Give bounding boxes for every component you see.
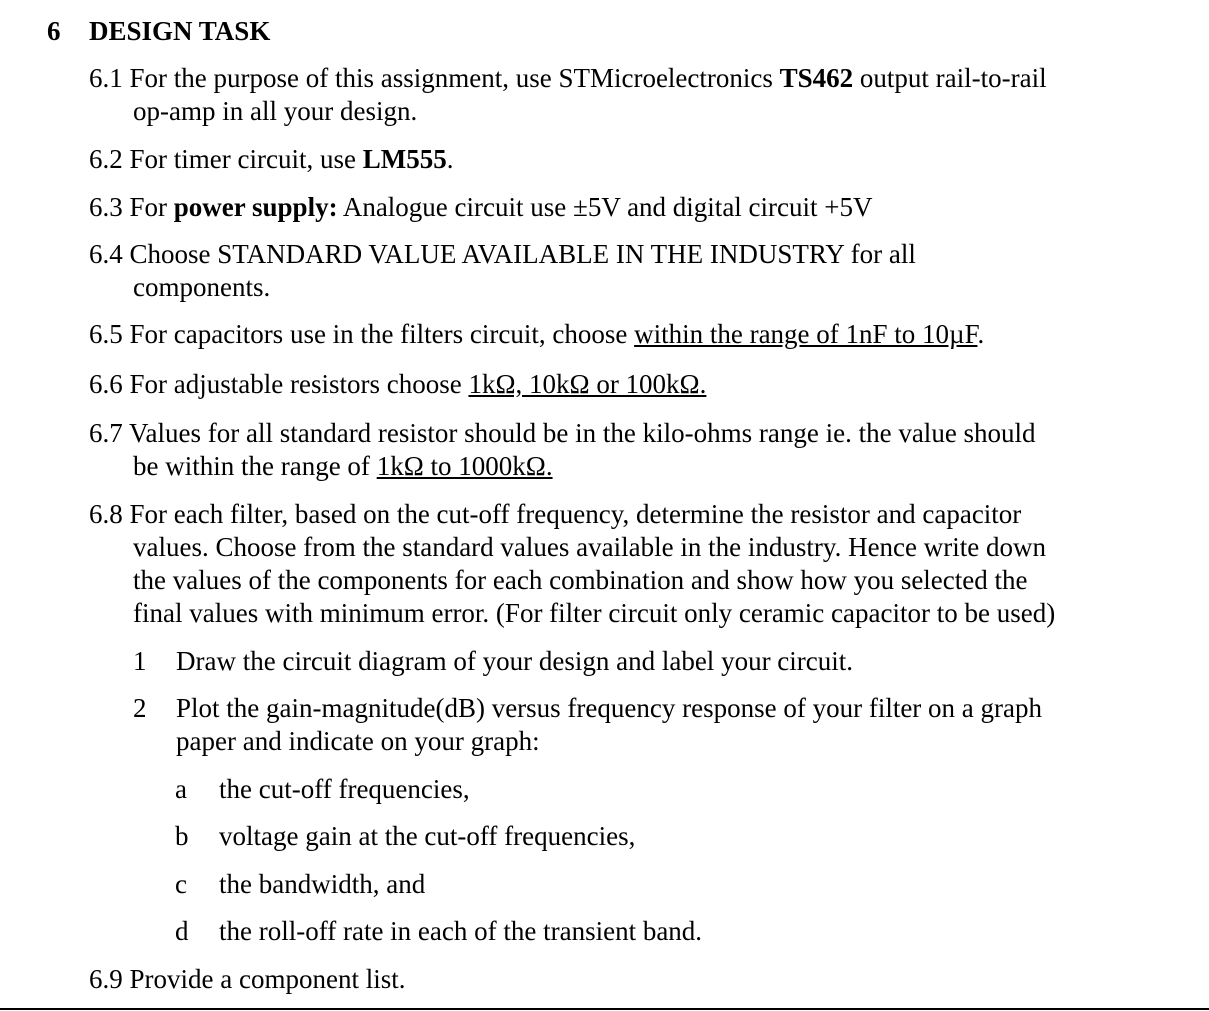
- item-6-8-line3: the values of the components for each combination and show how you selected the: [133, 565, 1028, 595]
- item-6-5-text-a: 6.5 For capacitors use in the filters circuit, choose: [89, 319, 635, 349]
- section-title: DESIGN TASK: [89, 16, 271, 46]
- subitem-d-letter: d: [175, 916, 189, 946]
- subitem-1: [133, 645, 853, 678]
- subitem-b-letter: b: [175, 821, 189, 851]
- item-6-1-text-d: op-amp in all your design.: [133, 96, 418, 126]
- item-6-7: [89, 417, 1036, 483]
- item-6-1-text-c: output rail-to-rail: [853, 63, 1047, 93]
- section-number: 6: [47, 16, 61, 46]
- item-6-7-text-b: be within the range of: [133, 451, 377, 481]
- item-6-8-line1: 6.8 For each filter, based on the cut-off frequency, determine the resistor and capacitor: [89, 499, 1022, 529]
- subitem-2: [133, 692, 1042, 758]
- item-6-7-resistor-range: 1kΩ to 1000kΩ.: [376, 451, 553, 481]
- subitem-2-line1: Plot the gain-magnitude(dB) versus frequency response of your filter on a graph: [176, 693, 1043, 723]
- item-6-1: [89, 62, 1047, 128]
- item-6-2: [89, 143, 453, 176]
- subitem-1-number: 1: [133, 646, 147, 676]
- item-6-6-text-a: 6.6 For adjustable resistors choose: [89, 369, 469, 399]
- subitem-b-text: voltage gain at the cut-off frequencies,: [219, 821, 636, 851]
- subitem-1-text: Draw the circuit diagram of your design and label your circuit.: [176, 646, 854, 676]
- item-6-4-text-b: components.: [133, 272, 271, 302]
- item-6-2-text-a: 6.2 For timer circuit, use: [89, 144, 363, 174]
- item-6-7-text-a: 6.7 Values for all standard resistor should be in the kilo-ohms range ie. the value should: [89, 418, 1036, 448]
- item-6-1-text-a: 6.1 For the purpose of this assignment, use STMicroelectronics: [89, 63, 780, 93]
- item-6-1-opamp-model: TS462: [779, 63, 854, 93]
- subitem-c-text: the bandwidth, and: [219, 869, 426, 899]
- subitem-2-number: 2: [133, 693, 147, 723]
- item-6-3-text-c: Analogue circuit use ±5V and digital circuit +5V: [337, 192, 873, 222]
- item-6-8-line2: values. Choose from the standard values available in the industry. Hence write down: [133, 532, 1046, 562]
- bottom-rule: [0, 1008, 1209, 1010]
- subitem-c-letter: c: [175, 869, 187, 899]
- subitem-a-text: the cut-off frequencies,: [219, 774, 470, 804]
- item-6-7-line2: [89, 450, 1036, 483]
- item-6-6-resistor-values: 1kΩ, 10kΩ or 100kΩ.: [468, 369, 707, 399]
- item-6-8-line4: final values with minimum error. (For filter circuit only ceramic capacitor to be used): [133, 598, 1056, 628]
- item-6-5: [89, 318, 984, 351]
- item-6-6: [89, 368, 706, 401]
- item-6-9-text: 6.9 Provide a component list.: [89, 964, 406, 994]
- item-6-3-power-supply: power supply:: [173, 192, 338, 222]
- item-6-5-text-c: .: [977, 319, 985, 349]
- item-6-2-text-c: .: [446, 144, 454, 174]
- item-6-3: [89, 191, 873, 224]
- subitem-a-letter: a: [175, 774, 187, 804]
- item-6-3-text-a: 6.3 For: [89, 192, 174, 222]
- subitem-d-text: the roll-off rate in each of the transient band.: [219, 916, 703, 946]
- item-6-2-timer-model: LM555: [362, 144, 447, 174]
- item-6-8: [89, 498, 1055, 630]
- item-6-4-text-a: 6.4 Choose STANDARD VALUE AVAILABLE IN THE INDUSTRY for all: [89, 239, 916, 269]
- section-heading: [47, 14, 270, 48]
- subitem-2-line2: paper and indicate on your graph:: [176, 726, 540, 756]
- subitem-d: [175, 915, 702, 948]
- subitem-b: [175, 820, 635, 853]
- item-6-9: [89, 963, 405, 996]
- subitem-c: [175, 868, 425, 901]
- item-6-4: [89, 238, 916, 304]
- subitem-a: [175, 773, 470, 806]
- item-6-5-capacitor-range: within the range of 1nF to 10µF: [634, 319, 978, 349]
